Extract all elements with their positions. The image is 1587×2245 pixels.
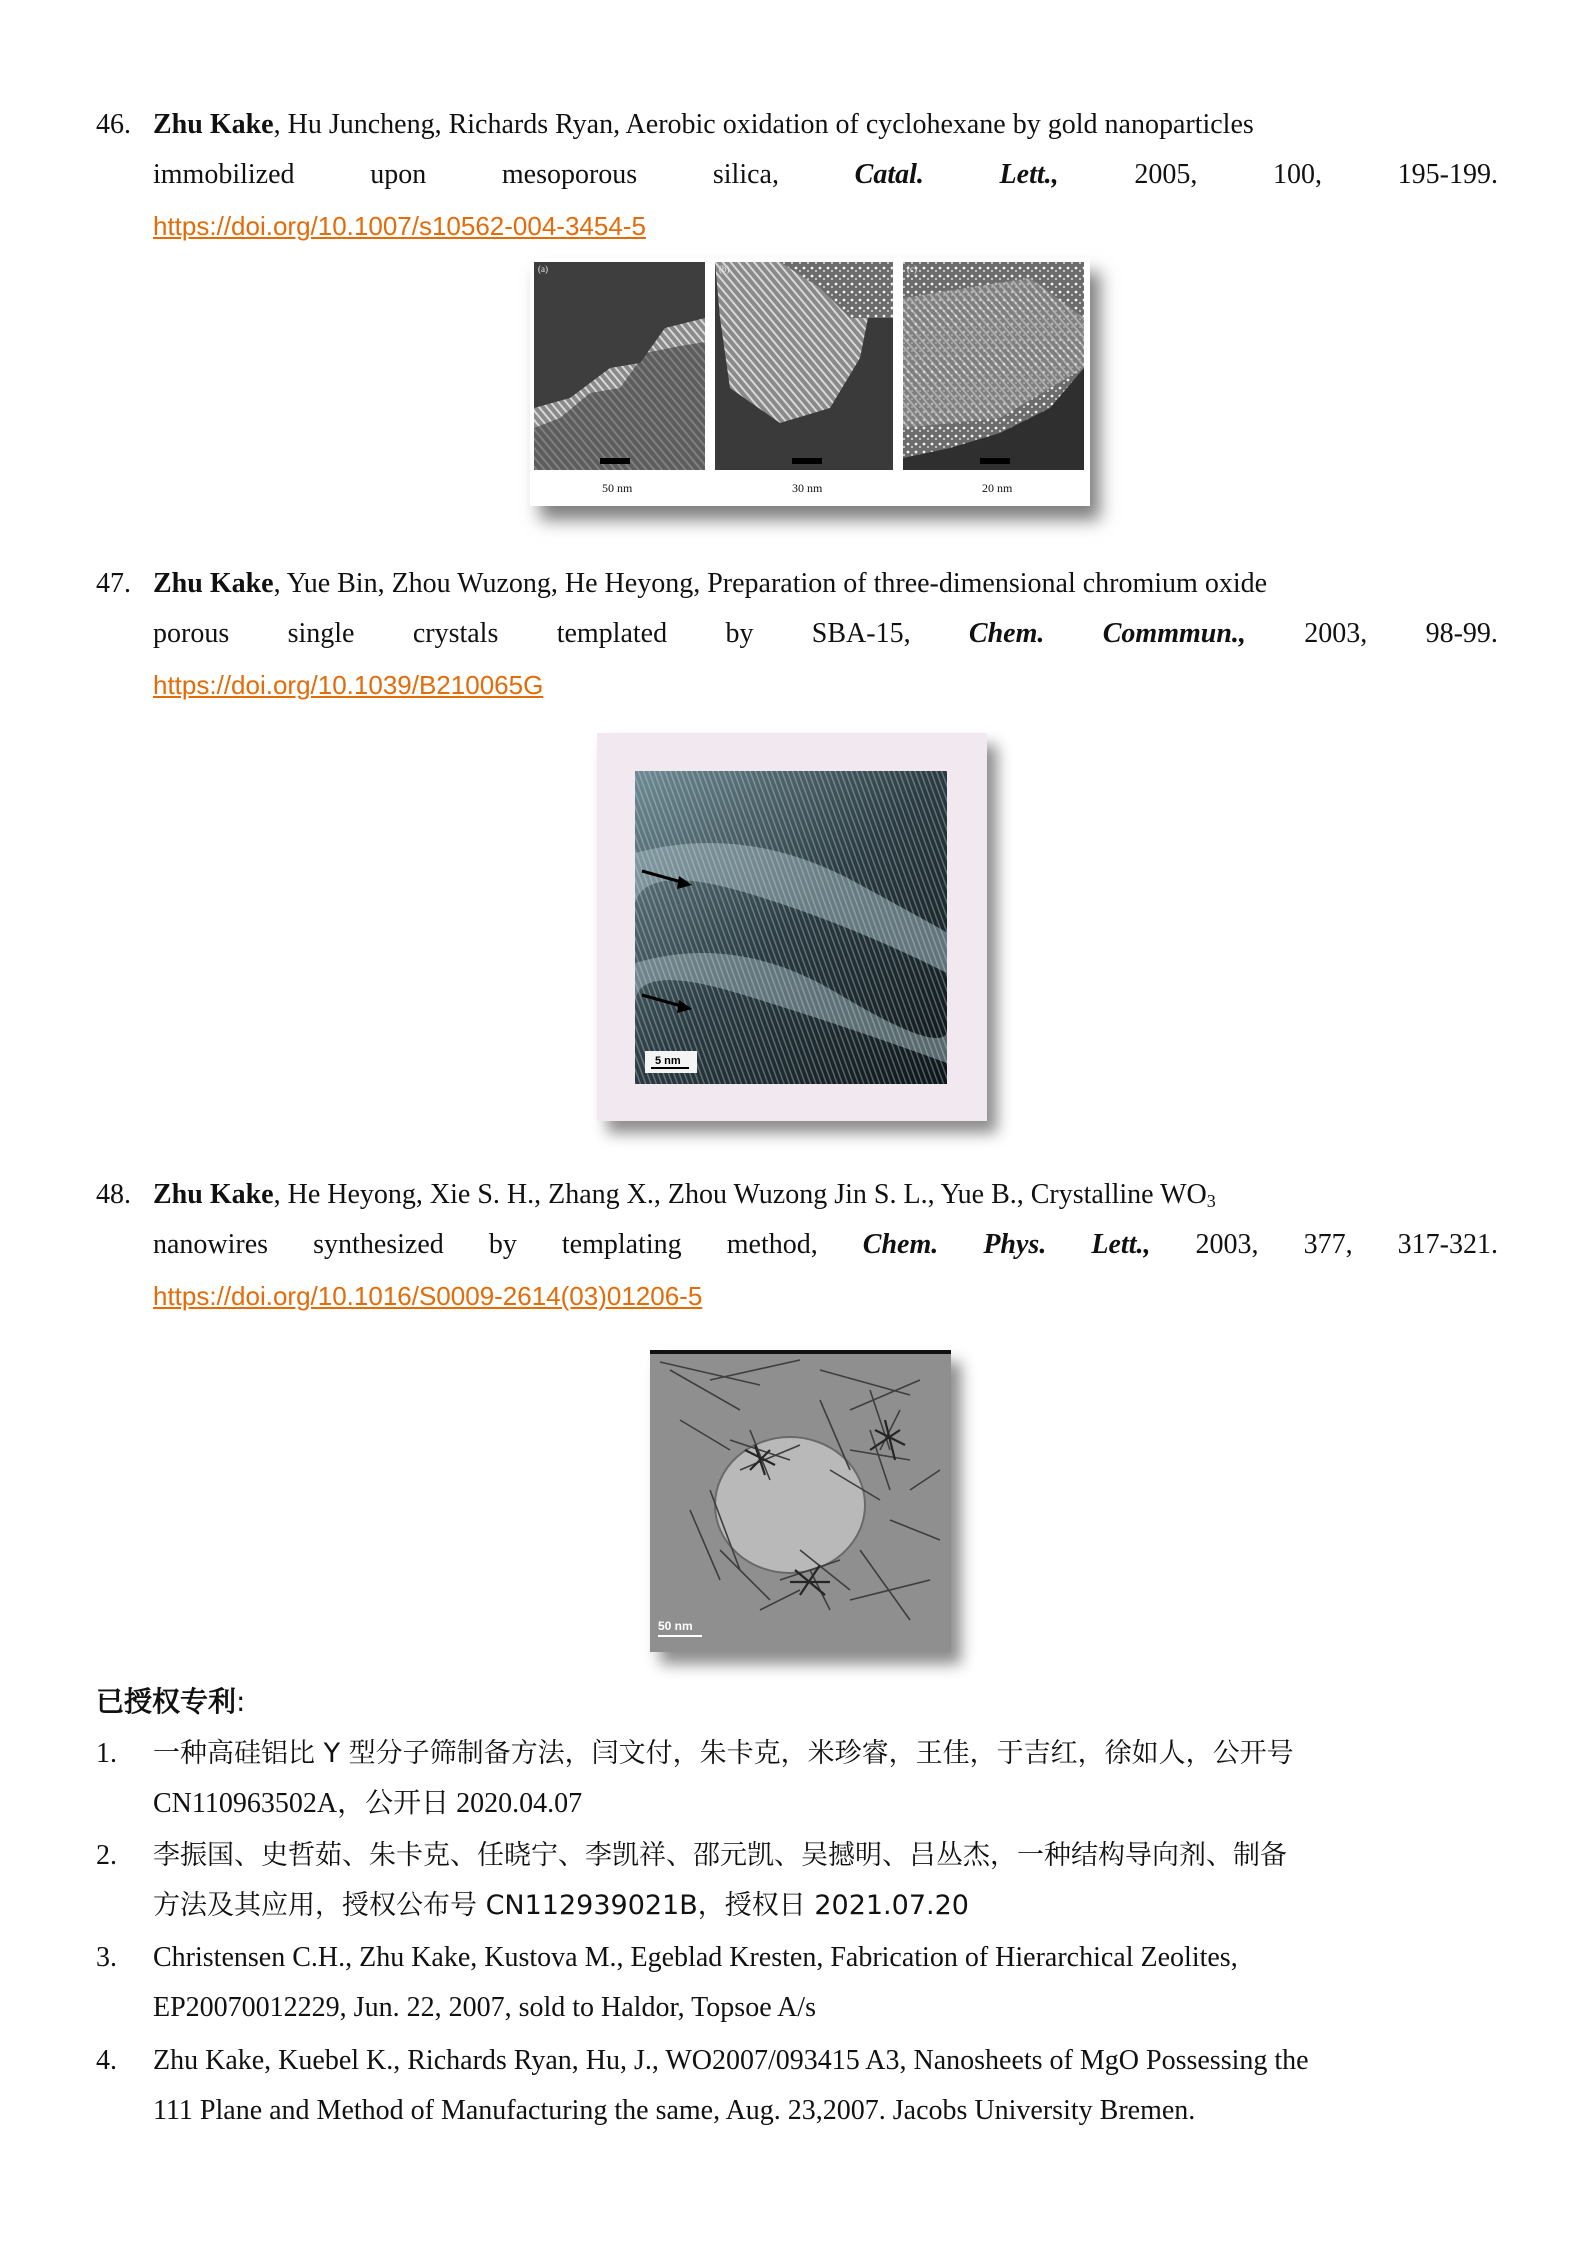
patent-line-1: Zhu Kake, Kuebel K., Richards Ryan, Hu, J., WO2007/093415 A3, Nanosheets of MgO Possessing the <box>153 2045 1309 2076</box>
journal-name: Lett., <box>999 159 1059 190</box>
reference-text: , Yue Bin, Zhou Wuzong, He Heyong, Preparation of three-dimensional chromium oxide <box>273 568 1268 599</box>
journal-name: Lett., <box>1091 1229 1151 1260</box>
tem-figure-48 <box>650 1350 951 1652</box>
scale-label: 50 nm <box>658 1619 693 1633</box>
reference-line-2: immobilized upon mesoporous silica, Catal. Lett., 2005, 100, 195-199. <box>153 157 1498 193</box>
reference-number: 48. <box>96 1179 131 1210</box>
patent-line-1: Christensen C.H., Zhu Kake, Kustova M., Egeblad Kresten, Fabrication of Hierarchical Zeolites, <box>153 1942 1238 1973</box>
tem-panels-image <box>530 258 1090 506</box>
patent-number: 1. <box>96 1738 117 1769</box>
journal-name: Phys. <box>983 1229 1047 1260</box>
patent-line-2: 111 Plane and Method of Manufacturing the same, Aug. 23,2007. Jacobs University Bremen. <box>153 2095 1196 2126</box>
scale-label: 5 nm <box>655 1055 681 1067</box>
author-name: Zhu Kake <box>153 109 274 140</box>
panel-label: (a) <box>538 264 548 274</box>
scale-label: 50 nm <box>602 481 633 495</box>
patent-line-1: 一种高硅铝比 Y 型分子筛制备方法，闫文付，朱卡克，米珍睿，王佳，于吉红，徐如人，公开号 <box>153 1738 1294 1769</box>
scale-label: 30 nm <box>792 481 823 495</box>
patent-line-2: CN110963502A，公开日 2020.04.07 <box>153 1788 583 1819</box>
doi-link[interactable]: https://doi.org/10.1016/S0009-2614(03)01206-5 <box>153 1281 703 1311</box>
reference-line-1 <box>153 566 1498 602</box>
patent-number: 4. <box>96 2045 117 2076</box>
subscript: 3 <box>1206 1191 1216 1211</box>
doi-link[interactable]: https://doi.org/10.1039/B210065G <box>153 670 544 700</box>
panel-label: (b) <box>719 264 730 274</box>
patent-line-2: 方法及其应用，授权公布号 CN112939021B，授权日 2021.07.20 <box>153 1890 969 1921</box>
patent-line-1: 李振国、史哲茹、朱卡克、任晓宁、李凯祥、邵元凯、吴撼明、吕丛杰，一种结构导向剂、制备 <box>153 1840 1287 1871</box>
scale-label: 20 nm <box>982 481 1013 495</box>
author-name: Zhu Kake <box>153 1179 274 1210</box>
reference-line-2: porous single crystals templated by SBA-15, Chem. Commmun., 2003, 98-99. <box>153 616 1498 652</box>
journal-name: Catal. <box>854 159 924 190</box>
journal-name: Chem. <box>968 618 1045 649</box>
panel-label: (c) <box>907 264 917 274</box>
patents-heading: 已授权专利: <box>96 1685 246 1718</box>
journal-name: Chem. <box>862 1229 939 1260</box>
journal-name: Commmun., <box>1102 618 1246 649</box>
reference-text: , He Heyong, Xie S. H., Zhang X., Zhou Wuzong Jin S. L., Yue B., Crystalline WO <box>273 1179 1207 1210</box>
patent-number: 3. <box>96 1942 117 1973</box>
tem-figure-47 <box>597 733 987 1121</box>
patent-line-2: EP20070012229, Jun. 22, 2007, sold to Haldor, Topsoe A/s <box>153 1992 816 2023</box>
tem-figure-46 <box>530 258 1090 506</box>
reference-number: 46. <box>96 109 131 140</box>
reference-line-1 <box>153 1177 1498 1213</box>
doi-link[interactable]: https://doi.org/10.1007/s10562-004-3454-5 <box>153 211 646 241</box>
reference-line-1 <box>153 107 1498 143</box>
author-name: Zhu Kake <box>153 568 274 599</box>
hrtem-image <box>597 733 987 1121</box>
nanowire-tem-image <box>650 1350 951 1652</box>
reference-number: 47. <box>96 568 131 599</box>
reference-text: , Hu Juncheng, Richards Ryan, Aerobic oxidation of cyclohexane by gold nanoparticles <box>273 109 1254 140</box>
reference-line-2: nanowires synthesized by templating method, Chem. Phys. Lett., 2003, 377, 317-321. <box>153 1227 1498 1263</box>
patent-number: 2. <box>96 1840 117 1871</box>
